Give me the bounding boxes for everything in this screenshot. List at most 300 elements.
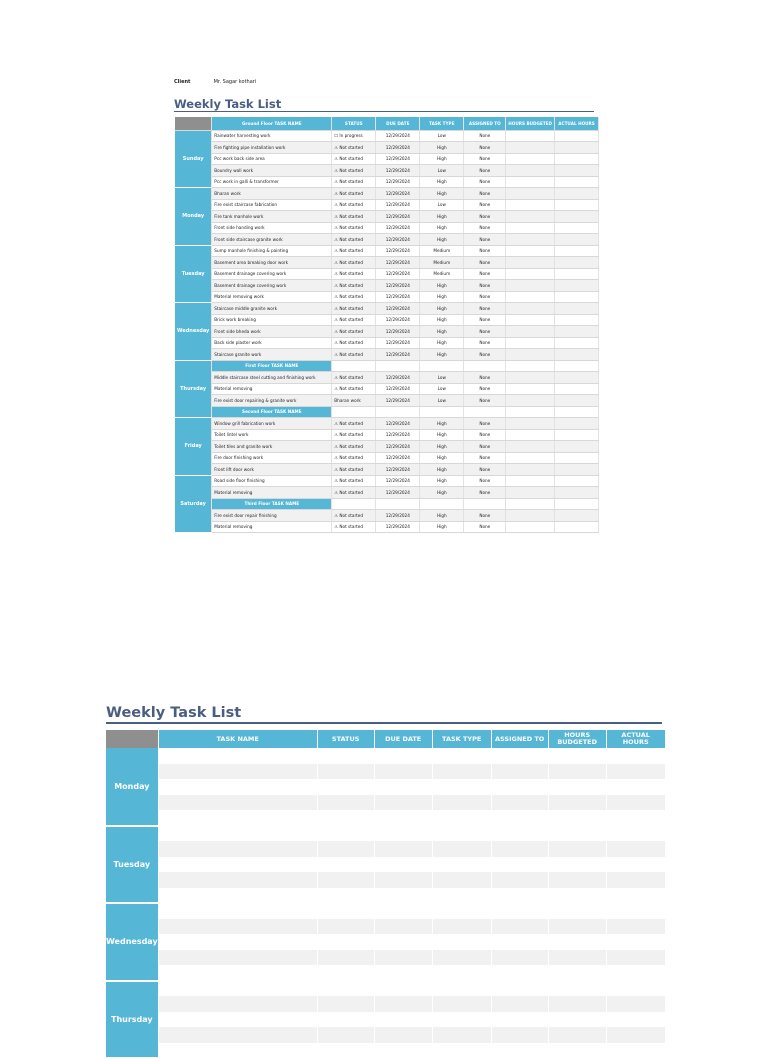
due-date-cell: 12/29/2024 [376, 234, 420, 246]
task-type-cell: High [420, 475, 464, 487]
status-cell: ⚠ Not started [332, 429, 376, 441]
column-header: DUE DATE [374, 730, 432, 748]
task-name-cell: Pcc work back side area [212, 153, 332, 165]
assigned-to-cell: None [464, 188, 506, 200]
due-date-cell: 12/29/2024 [376, 441, 420, 453]
table-row [175, 234, 599, 246]
due-date-cell: 12/29/2024 [376, 383, 420, 395]
empty-cell [432, 857, 491, 873]
empty-cell [432, 1043, 491, 1059]
actual-hours-cell [555, 188, 599, 200]
table-row [106, 1012, 665, 1028]
task-name-cell: Brick work breaking [212, 314, 332, 326]
empty-cell [606, 795, 665, 811]
table-row [106, 903, 665, 919]
hours-budgeted-cell [506, 487, 555, 499]
due-date-cell: 12/29/2024 [376, 464, 420, 476]
actual-hours-cell [555, 452, 599, 464]
actual-hours-cell [555, 395, 599, 407]
empty-cell [606, 872, 665, 888]
column-header: STATUS [332, 117, 376, 130]
hours-budgeted-cell [506, 326, 555, 338]
due-date-cell: 12/29/2024 [376, 153, 420, 165]
column-header: TASK NAME [158, 730, 317, 748]
due-date-cell: 12/29/2024 [376, 326, 420, 338]
task-name-cell: Back side plaster work [212, 337, 332, 349]
assigned-to-cell: None [464, 475, 506, 487]
hours-budgeted-cell [506, 257, 555, 269]
task-name-cell: Fire tank manhole work [212, 211, 332, 223]
empty-cell [374, 950, 432, 966]
table-row [175, 165, 599, 177]
empty-cell [491, 981, 548, 997]
status-cell: ⚠ Not started [332, 452, 376, 464]
empty-cell [158, 1012, 317, 1028]
empty-cell [376, 406, 420, 418]
assigned-to-cell: None [464, 165, 506, 177]
table-row [175, 521, 599, 533]
empty-cell [432, 764, 491, 780]
empty-cell [606, 857, 665, 873]
task-type-cell: High [420, 429, 464, 441]
status-cell: ⚠ Not started [332, 222, 376, 234]
hours-budgeted-cell [506, 521, 555, 533]
status-cell: ⚠ Not started [332, 153, 376, 165]
weekly-task-template-table [106, 730, 666, 1059]
empty-cell [606, 1043, 665, 1059]
empty-cell [420, 406, 464, 418]
table-row [175, 498, 599, 510]
task-type-cell: High [420, 464, 464, 476]
task-type-cell: Medium [420, 268, 464, 280]
empty-cell [432, 748, 491, 764]
empty-cell [491, 903, 548, 919]
empty-cell [158, 748, 317, 764]
assigned-to-cell: None [464, 234, 506, 246]
table-row [175, 395, 599, 407]
due-date-cell: 12/29/2024 [376, 452, 420, 464]
assigned-to-cell: None [464, 395, 506, 407]
empty-cell [491, 1043, 548, 1059]
empty-cell [548, 903, 606, 919]
empty-cell [491, 996, 548, 1012]
empty-cell [491, 1027, 548, 1043]
actual-hours-cell [555, 372, 599, 384]
hours-budgeted-cell [506, 464, 555, 476]
empty-cell [374, 748, 432, 764]
column-header [175, 117, 212, 130]
actual-hours-cell [555, 153, 599, 165]
day-label: Tuesday [106, 826, 158, 904]
task-type-cell: High [420, 291, 464, 303]
floor-section-header: Third Floor TASK NAME [212, 498, 332, 510]
empty-cell [374, 965, 432, 981]
column-header: DUE DATE [376, 117, 420, 130]
actual-hours-cell [555, 337, 599, 349]
task-type-cell: High [420, 452, 464, 464]
empty-cell [491, 810, 548, 826]
table-row [175, 257, 599, 269]
task-name-cell: Fire exist staircase fabrication [212, 199, 332, 211]
task-type-cell: Low [420, 372, 464, 384]
table-row [106, 841, 665, 857]
empty-cell [317, 888, 374, 904]
hours-budgeted-cell [506, 314, 555, 326]
client-label: Client [174, 79, 191, 85]
empty-cell [158, 996, 317, 1012]
due-date-cell: 12/29/2024 [376, 257, 420, 269]
column-header: Ground Floor TASK NAME [212, 117, 332, 130]
empty-cell [158, 841, 317, 857]
actual-hours-cell [555, 441, 599, 453]
empty-cell [317, 857, 374, 873]
empty-cell [491, 779, 548, 795]
empty-cell [374, 764, 432, 780]
empty-cell [158, 872, 317, 888]
assigned-to-cell: None [464, 314, 506, 326]
empty-cell [317, 810, 374, 826]
table-row [106, 950, 665, 966]
table-row [175, 176, 599, 188]
empty-cell [317, 950, 374, 966]
day-label: Thursday [175, 360, 212, 418]
hours-budgeted-cell [506, 153, 555, 165]
table-row [175, 349, 599, 361]
hours-budgeted-cell [506, 475, 555, 487]
actual-hours-cell [555, 326, 599, 338]
due-date-cell: 12/29/2024 [376, 291, 420, 303]
task-name-cell: Middle staircase steel cutting and finishing work [212, 372, 332, 384]
empty-cell [464, 406, 506, 418]
day-label: Sunday [175, 130, 212, 188]
table-row [175, 452, 599, 464]
empty-cell [158, 903, 317, 919]
table-row [175, 372, 599, 384]
task-name-cell: Material removing [212, 521, 332, 533]
empty-cell [606, 1012, 665, 1028]
status-cell: ⚠ Not started [332, 441, 376, 453]
empty-cell [606, 779, 665, 795]
floor-section-header: Second Floor TASK NAME [212, 406, 332, 418]
empty-cell [374, 810, 432, 826]
status-cell: ⚠ Not started [332, 176, 376, 188]
hours-budgeted-cell [506, 211, 555, 223]
sheet2-title-rule [106, 722, 662, 724]
table-header-row [106, 730, 665, 748]
empty-cell [317, 748, 374, 764]
table-row [175, 188, 599, 200]
table-row [106, 826, 665, 842]
task-type-cell: Low [420, 130, 464, 142]
empty-cell [548, 965, 606, 981]
assigned-to-cell: None [464, 429, 506, 441]
empty-cell [158, 1043, 317, 1059]
task-name-cell: Sump manhole finishing & painting [212, 245, 332, 257]
hours-budgeted-cell [506, 383, 555, 395]
table-row [175, 291, 599, 303]
task-type-cell: Medium [420, 257, 464, 269]
empty-cell [317, 919, 374, 935]
empty-cell [158, 764, 317, 780]
empty-cell [158, 795, 317, 811]
sheet2-title: Weekly Task List [106, 705, 242, 721]
empty-cell [317, 1027, 374, 1043]
due-date-cell: 12/29/2024 [376, 142, 420, 154]
sheet1-title: Weekly Task List [174, 97, 282, 111]
empty-cell [606, 965, 665, 981]
empty-cell [376, 498, 420, 510]
hours-budgeted-cell [506, 234, 555, 246]
task-type-cell: High [420, 314, 464, 326]
empty-cell [158, 826, 317, 842]
task-type-cell: High [420, 234, 464, 246]
empty-cell [548, 919, 606, 935]
status-cell: ☐ In progress [332, 130, 376, 142]
empty-cell [317, 841, 374, 857]
task-name-cell: Material removing [212, 383, 332, 395]
empty-cell [506, 498, 555, 510]
table-header-row [175, 117, 599, 130]
hours-budgeted-cell [506, 452, 555, 464]
due-date-cell: 12/29/2024 [376, 475, 420, 487]
empty-cell [548, 872, 606, 888]
empty-cell [548, 748, 606, 764]
task-type-cell: High [420, 280, 464, 292]
due-date-cell: 12/29/2024 [376, 222, 420, 234]
table-row [106, 1043, 665, 1059]
task-type-cell: High [420, 326, 464, 338]
empty-cell [555, 498, 599, 510]
assigned-to-cell: None [464, 487, 506, 499]
day-label: Saturday [175, 475, 212, 533]
empty-cell [317, 903, 374, 919]
column-header: ASSIGNED TO [491, 730, 548, 748]
status-cell: ⚠ Not started [332, 510, 376, 522]
table-row [175, 475, 599, 487]
task-name-cell: Staircase middle granite work [212, 303, 332, 315]
task-type-cell: High [420, 222, 464, 234]
task-type-cell: High [420, 418, 464, 430]
sheet1-title-rule [174, 111, 594, 112]
table-row [106, 872, 665, 888]
actual-hours-cell [555, 314, 599, 326]
task-name-cell: Front lift door work [212, 464, 332, 476]
empty-cell [506, 406, 555, 418]
table-row [175, 245, 599, 257]
assigned-to-cell: None [464, 176, 506, 188]
empty-cell [317, 872, 374, 888]
task-type-cell: High [420, 441, 464, 453]
day-label: Friday [175, 418, 212, 476]
due-date-cell: 12/29/2024 [376, 395, 420, 407]
due-date-cell: 12/29/2024 [376, 418, 420, 430]
task-name-cell: Boundry wall work [212, 165, 332, 177]
hours-budgeted-cell [506, 165, 555, 177]
empty-cell [374, 934, 432, 950]
empty-cell [432, 996, 491, 1012]
day-label: Thursday [106, 981, 158, 1059]
day-label: Wednesday [175, 303, 212, 361]
empty-cell [158, 888, 317, 904]
actual-hours-cell [555, 165, 599, 177]
empty-cell [606, 981, 665, 997]
empty-cell [606, 841, 665, 857]
task-type-cell: Medium [420, 245, 464, 257]
hours-budgeted-cell [506, 268, 555, 280]
empty-cell [606, 826, 665, 842]
empty-cell [464, 360, 506, 372]
empty-cell [317, 779, 374, 795]
assigned-to-cell: None [464, 510, 506, 522]
hours-budgeted-cell [506, 176, 555, 188]
empty-cell [491, 1012, 548, 1028]
empty-cell [432, 826, 491, 842]
empty-cell [158, 934, 317, 950]
empty-cell [374, 1012, 432, 1028]
status-cell: ⚠ Not started [332, 418, 376, 430]
empty-cell [158, 1027, 317, 1043]
status-cell: ⚠ Not started [332, 326, 376, 338]
table-row [175, 418, 599, 430]
task-type-cell: High [420, 153, 464, 165]
status-cell: ⚠ Not started [332, 487, 376, 499]
empty-cell [374, 841, 432, 857]
empty-cell [432, 872, 491, 888]
due-date-cell: 12/29/2024 [376, 245, 420, 257]
table-row [175, 326, 599, 338]
assigned-to-cell: None [464, 268, 506, 280]
empty-cell [420, 498, 464, 510]
status-cell: ⚠ Not started [332, 372, 376, 384]
status-cell: ⚠ Not started [332, 383, 376, 395]
task-name-cell: Fire exist door repairing & granite work [212, 395, 332, 407]
table-row [106, 779, 665, 795]
weekly-task-table [175, 117, 599, 533]
empty-cell [432, 810, 491, 826]
status-cell: ⚠ Not started [332, 199, 376, 211]
task-name-cell: Fire fighting pipe installation work [212, 142, 332, 154]
task-name-cell: Fire exist door repair finishing [212, 510, 332, 522]
status-cell: ⚠ Not started [332, 521, 376, 533]
empty-cell [548, 857, 606, 873]
empty-cell [491, 919, 548, 935]
actual-hours-cell [555, 130, 599, 142]
assigned-to-cell: None [464, 280, 506, 292]
table-row [175, 383, 599, 395]
status-cell: ⚠ Not started [332, 464, 376, 476]
task-name-cell: Toilet tiles and granite work [212, 441, 332, 453]
table-row [175, 130, 599, 142]
empty-cell [432, 950, 491, 966]
table-row [175, 142, 599, 154]
empty-cell [332, 360, 376, 372]
task-name-cell: Toilet lintel work [212, 429, 332, 441]
due-date-cell: 12/29/2024 [376, 314, 420, 326]
task-type-cell: High [420, 176, 464, 188]
empty-cell [317, 934, 374, 950]
status-cell: ⚠ Not started [332, 314, 376, 326]
assigned-to-cell: None [464, 245, 506, 257]
status-cell: ⚠ Not started [332, 303, 376, 315]
actual-hours-cell [555, 291, 599, 303]
client-name: Mr. Sagar kothari [213, 79, 257, 85]
actual-hours-cell [555, 475, 599, 487]
table-row [175, 487, 599, 499]
table-row [175, 303, 599, 315]
empty-cell [432, 981, 491, 997]
column-header: ACTUAL HOURS [555, 117, 599, 130]
empty-cell [506, 360, 555, 372]
empty-cell [432, 903, 491, 919]
due-date-cell: 12/29/2024 [376, 521, 420, 533]
empty-cell [491, 795, 548, 811]
empty-cell [606, 888, 665, 904]
task-name-cell: Front side staircase granite work [212, 234, 332, 246]
hours-budgeted-cell [506, 372, 555, 384]
empty-cell [317, 795, 374, 811]
empty-cell [420, 360, 464, 372]
hours-budgeted-cell [506, 245, 555, 257]
status-cell: ⚠ Not started [332, 349, 376, 361]
empty-cell [491, 764, 548, 780]
hours-budgeted-cell [506, 349, 555, 361]
task-type-cell: High [420, 142, 464, 154]
empty-cell [606, 1027, 665, 1043]
empty-cell [606, 764, 665, 780]
floor-section-header: First Floor TASK NAME [212, 360, 332, 372]
empty-cell [491, 857, 548, 873]
table-row [175, 360, 599, 372]
hours-budgeted-cell [506, 291, 555, 303]
actual-hours-cell [555, 257, 599, 269]
task-name-cell: Road side floor finishing [212, 475, 332, 487]
actual-hours-cell [555, 429, 599, 441]
empty-cell [317, 764, 374, 780]
empty-cell [491, 826, 548, 842]
task-name-cell: Basement drainage covering work [212, 268, 332, 280]
status-cell: ⚠ Not started [332, 245, 376, 257]
status-cell: ⚠ Not started [332, 234, 376, 246]
empty-cell [491, 888, 548, 904]
task-name-cell: Staircase granite work [212, 349, 332, 361]
empty-cell [491, 872, 548, 888]
table-row [175, 199, 599, 211]
task-type-cell: High [420, 211, 464, 223]
hours-budgeted-cell [506, 130, 555, 142]
actual-hours-cell [555, 211, 599, 223]
due-date-cell: 12/29/2024 [376, 199, 420, 211]
hours-budgeted-cell [506, 441, 555, 453]
actual-hours-cell [555, 418, 599, 430]
assigned-to-cell: None [464, 211, 506, 223]
task-name-cell: Window grill fabrication work [212, 418, 332, 430]
column-header: ACTUAL HOURS [606, 730, 665, 748]
actual-hours-cell [555, 383, 599, 395]
assigned-to-cell: None [464, 349, 506, 361]
status-cell: ⚠ Not started [332, 475, 376, 487]
actual-hours-cell [555, 268, 599, 280]
column-header: TASK TYPE [420, 117, 464, 130]
empty-cell [548, 1027, 606, 1043]
empty-cell [374, 779, 432, 795]
hours-budgeted-cell [506, 418, 555, 430]
empty-cell [491, 965, 548, 981]
table-row [175, 268, 599, 280]
table-row [175, 153, 599, 165]
actual-hours-cell [555, 245, 599, 257]
empty-cell [317, 826, 374, 842]
empty-cell [548, 888, 606, 904]
